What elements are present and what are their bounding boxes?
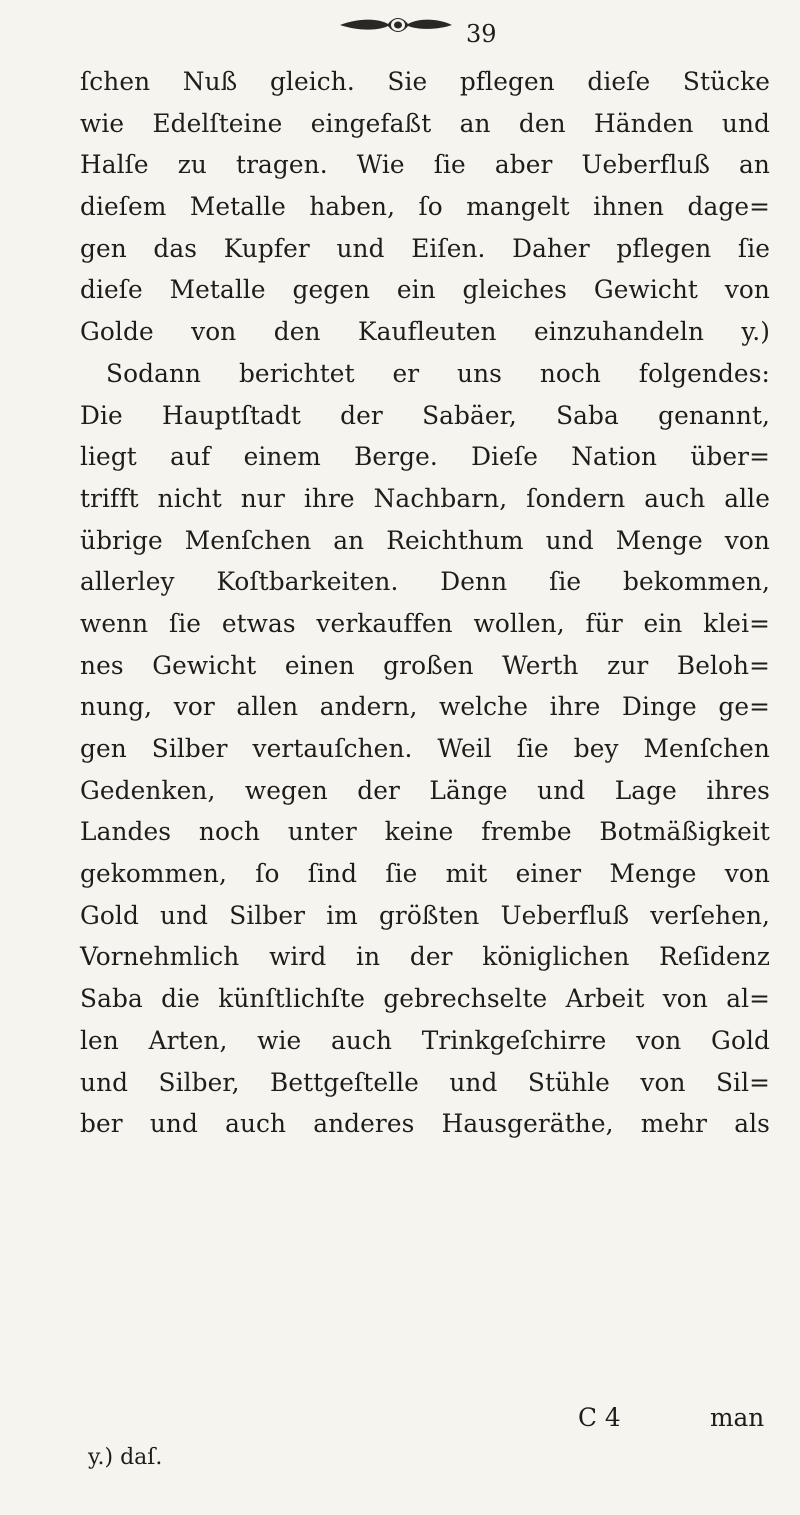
text-line: nes Gewicht einen großen Werth zur Beloh=: [80, 650, 770, 680]
text-line: len Arten, wie auch Trinkgeſchirre von Gold: [80, 1025, 770, 1055]
text-line: Gold und Silber im größten Ueberfluß verſehen,: [80, 900, 770, 930]
ornament-icon: [338, 14, 454, 36]
body-text: [80, 61, 770, 1145]
text-line: Halſe zu tragen. Wie ſie aber Ueberfluß an: [80, 150, 770, 180]
text-line: ſchen Nuß gleich. Sie pflegen dieſe Stücke: [80, 67, 770, 96]
text-line: liegt auf einem Berge. Dieſe Nation über=: [80, 442, 770, 472]
text-line: gekommen, ſo ſind ſie mit einer Menge von: [80, 859, 770, 889]
text-line: Sodann berichtet er uns noch folgendes:: [106, 358, 770, 388]
text-line: und Silber, Bettgeſtelle und Stühle von Sil=: [80, 1067, 770, 1097]
text-line: Golde von den Kaufleuten einzuhandeln y.): [80, 317, 770, 347]
page-number: 39: [466, 20, 497, 48]
text-line: gen das Kupfer und Eiſen. Daher pflegen ſie: [80, 233, 770, 263]
text-line: nung, vor allen andern, welche ihre Dinge ge=: [80, 692, 770, 722]
text-line: gen Silber vertauſchen. Weil ſie bey Menſchen: [80, 734, 770, 763]
signature-line: [80, 1397, 770, 1439]
text-line: trifft nicht nur ihre Nachbarn, ſondern auch alle: [80, 483, 770, 513]
text-line: Gedenken, wegen der Länge und Lage ihres: [80, 775, 770, 805]
text-line: dieſem Metalle haben, ſo mangelt ihnen dage=: [80, 192, 770, 222]
text-line: Vornehmlich wird in der königlichen Reſidenz: [80, 942, 770, 972]
signature-mark: C 4: [578, 1403, 621, 1432]
text-line: Saba die künſtlichſte gebrechselte Arbeit von al=: [80, 984, 770, 1014]
text-line: Landes noch unter keine frembe Botmäßigkeit: [80, 817, 770, 847]
text-line: ber und auch anderes Hausgeräthe, mehr als: [80, 1109, 770, 1139]
catchword: man: [710, 1403, 765, 1432]
text-line: wenn ſie etwas verkauffen wollen, für ein klei=: [80, 608, 770, 638]
text-line: dieſe Metalle gegen ein gleiches Gewicht von: [80, 275, 770, 305]
text-line: Die Hauptſtadt der Sabäer, Saba genannt,: [80, 400, 770, 430]
footnote: y.) daſ.: [88, 1445, 163, 1470]
text-line: wie Edelſteine eingefaßt an den Händen und: [80, 108, 770, 138]
text-line: übrige Menſchen an Reichthum und Menge von: [80, 525, 770, 555]
text-line: allerley Koſtbarkeiten. Denn ſie bekommen,: [80, 567, 770, 597]
